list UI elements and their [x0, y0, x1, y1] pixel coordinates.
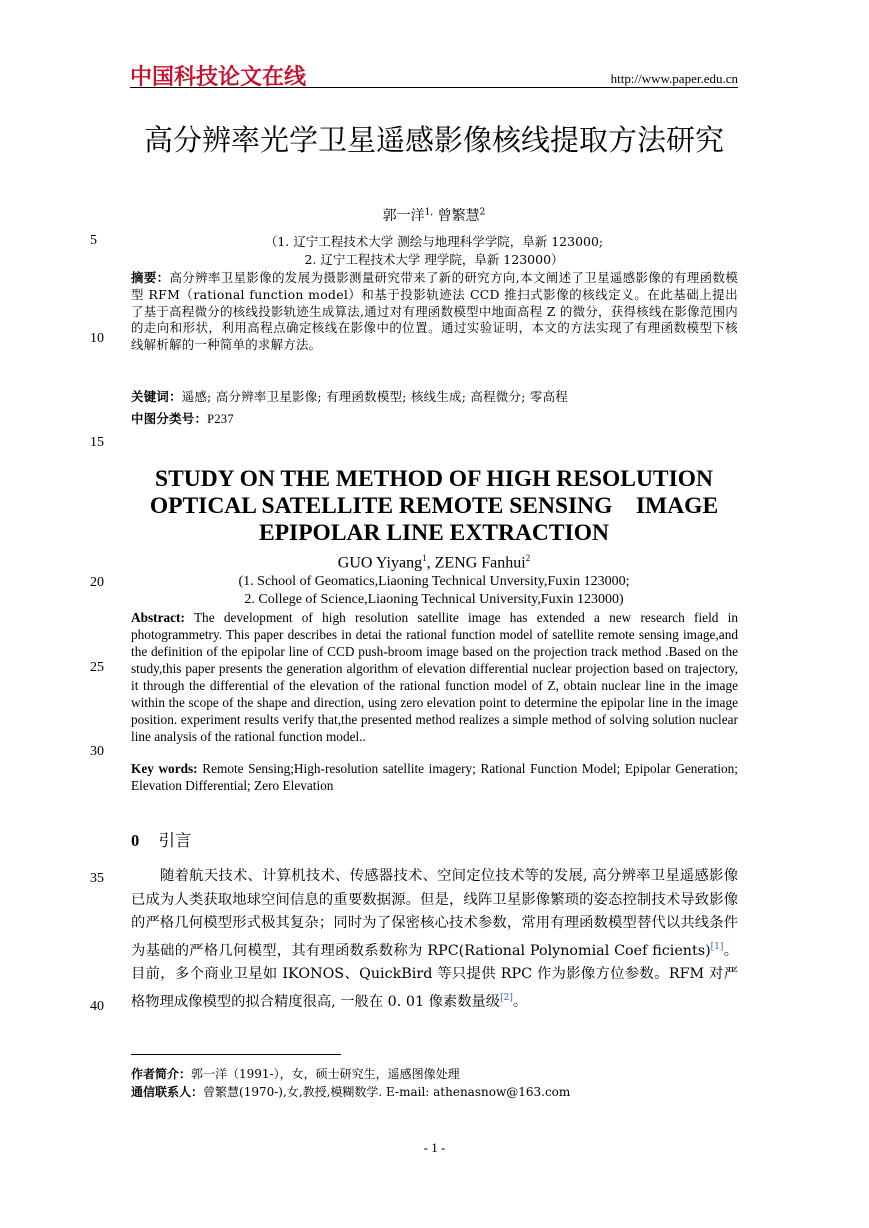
footnote-rule [131, 1054, 341, 1055]
cn-abstract-label: 摘要： [131, 270, 170, 285]
page-number: - 1 - [423, 1140, 446, 1155]
en-title-line2: OPTICAL SATELLITE REMOTE SENSING IMAGE [149, 493, 719, 519]
en-abstract [131, 609, 738, 745]
cn-author1: 郭一洋 [382, 208, 425, 224]
footnote-author-text: 郭一洋（1991-），女，硕士研究生，遥感图像处理 [191, 1067, 460, 1081]
cn-affil1: （1. 辽宁工程技术大学 测绘与地理科学学院，阜新 123000; [264, 234, 604, 249]
cn-clc [131, 411, 738, 428]
en-abstract-label: Abstract: [131, 610, 185, 625]
en-author2-sup: 2 [525, 553, 531, 563]
header-url[interactable]: http://www.paper.edu.cn [610, 71, 738, 86]
en-author1: GUO Yiyang [337, 554, 423, 572]
footnote-contact-label: 通信联系人： [131, 1085, 204, 1099]
line-number-40: 40 [90, 999, 104, 1014]
cn-author2: 曾繁慧 [437, 208, 480, 224]
cn-abstract [131, 270, 738, 354]
cn-keywords-label: 关键词： [131, 389, 182, 404]
section-heading [131, 827, 192, 851]
intro-paragraph [131, 865, 738, 1014]
line-number-20: 20 [90, 575, 104, 590]
cn-title: 高分辨率光学卫星遥感影像核线提取方法研究 [143, 123, 724, 157]
en-title-line1: STUDY ON THE METHOD OF HIGH RESOLUTION [155, 466, 713, 492]
line-number-30: 30 [90, 744, 104, 759]
cn-affil2: 2. 辽宁工程技术大学 理学院，阜新 123000） [304, 252, 564, 267]
en-authors [130, 553, 738, 572]
header-rule [130, 87, 738, 88]
citation-2[interactable]: [2] [500, 992, 513, 1003]
en-author1-sup: 1 [422, 553, 427, 563]
cn-keywords [131, 389, 738, 406]
cn-keywords-text: 遥感; 高分辨率卫星影像; 有理函数模型; 核线生成; 高程微分; 零高程 [181, 389, 568, 404]
en-title-line3: EPIPOLAR LINE EXTRACTION [259, 520, 609, 546]
footnote-contact [131, 1084, 738, 1101]
cn-author1-sup: 1, [424, 207, 434, 218]
section-number: 0 [131, 831, 140, 850]
cn-clc-text: P237 [207, 412, 234, 426]
en-abstract-text: The development of high resolution satellite image has extended a new research field in photogrammetry. This paper describes in detai the rational function model of satellite remote sensing image,and the definition of the epipolar line of CCD push-broom image based on the projection track method .Based on the study,this paper presents the generation algorithm of elevation differential nuclear projection based on trajectory, it through the differential of the elevation of the rational function model of Z, obtain nuclear line in the image within the scope of the shape and direction, using zero elevation point to determine the epipolar line in the image position. experiment results verify that,the presented method realizes a simple method of solving solution nuclear line analysis of the rational function model.. [131, 610, 738, 744]
cn-abstract-text: 高分辨率卫星影像的发展为摄影测量研究带来了新的研究方向,本文阐述了卫星遥感影像的有理函数模型 RFM（rational function model）和基于投影轨迹法 CCD 推扫式影像的核线定义。在此基础上提出了基于高程微分的核线投影轨迹生成算法,通过对有理函数模型中地面高程 Z 的微分，获得核线在影像范围内的走向和形状，利用高程点确定核线在影像中的位置。通过实验证明，本文的方法实现了有理函数模型下核线解析解的一种简单的求解方法。 [131, 270, 739, 353]
en-affil2: 2. College of Science,Liaoning Technical University,Fuxin 123000) [244, 592, 624, 607]
line-number-35: 35 [90, 871, 104, 886]
footnote-author-label: 作者简介： [131, 1067, 192, 1081]
section-title: 引言 [158, 831, 192, 850]
intro-text-b: 。目前，多个商业卫星如 IKONOS、QuickBird 等只提供 RPC 作为影像方位参数。RFM 对严格物理成像模型的拟合精度很高, 一般在 0. 01 像素数量级 [131, 942, 738, 1010]
en-author2: , ZENG Fanhui [426, 554, 526, 572]
footnote-contact-text: 曾繁慧(1970-),女,教授,模糊数学. E-mail: athenasnow@163.com [203, 1085, 571, 1099]
en-keywords-text: Remote Sensing;High-resolution satellite imagery; Rational Function Model; Epipolar Generation; Elevation Differential; Zero Elevation [131, 761, 739, 793]
line-number-5: 5 [90, 233, 97, 248]
en-keywords-label: Key words: [131, 761, 198, 776]
citation-1[interactable]: [1] [710, 941, 724, 952]
cn-authors [130, 205, 738, 225]
cn-clc-label: 中图分类号： [131, 411, 208, 426]
intro-text-a: 随着航天技术、计算机技术、传感器技术、空间定位技术等的发展, 高分辨率卫星遥感影像已成为人类获取地球空间信息的重要数据源。但是，线阵卫星影像繁琐的姿态控制技术导致影像的严格几何模型形式极其复杂；同时为了保密核心技术参数，常用有理函数模型替代以共线条件为基础的严格几何模型，其有理函数系数称为 RPC(Rational Polynomial Coef ficients) [131, 868, 738, 959]
line-number-10: 10 [90, 331, 104, 346]
cn-author2-sup: 2 [479, 207, 486, 218]
line-number-15: 15 [90, 435, 104, 450]
footnote-author [131, 1066, 738, 1083]
site-logo: 中国科技论文在线 [130, 65, 307, 90]
intro-text-c: 。 [512, 993, 528, 1010]
line-number-25: 25 [90, 660, 104, 675]
en-keywords [131, 760, 738, 794]
en-affil1: (1. School of Geomatics,Liaoning Technical Unversity,Fuxin 123000; [238, 574, 630, 589]
